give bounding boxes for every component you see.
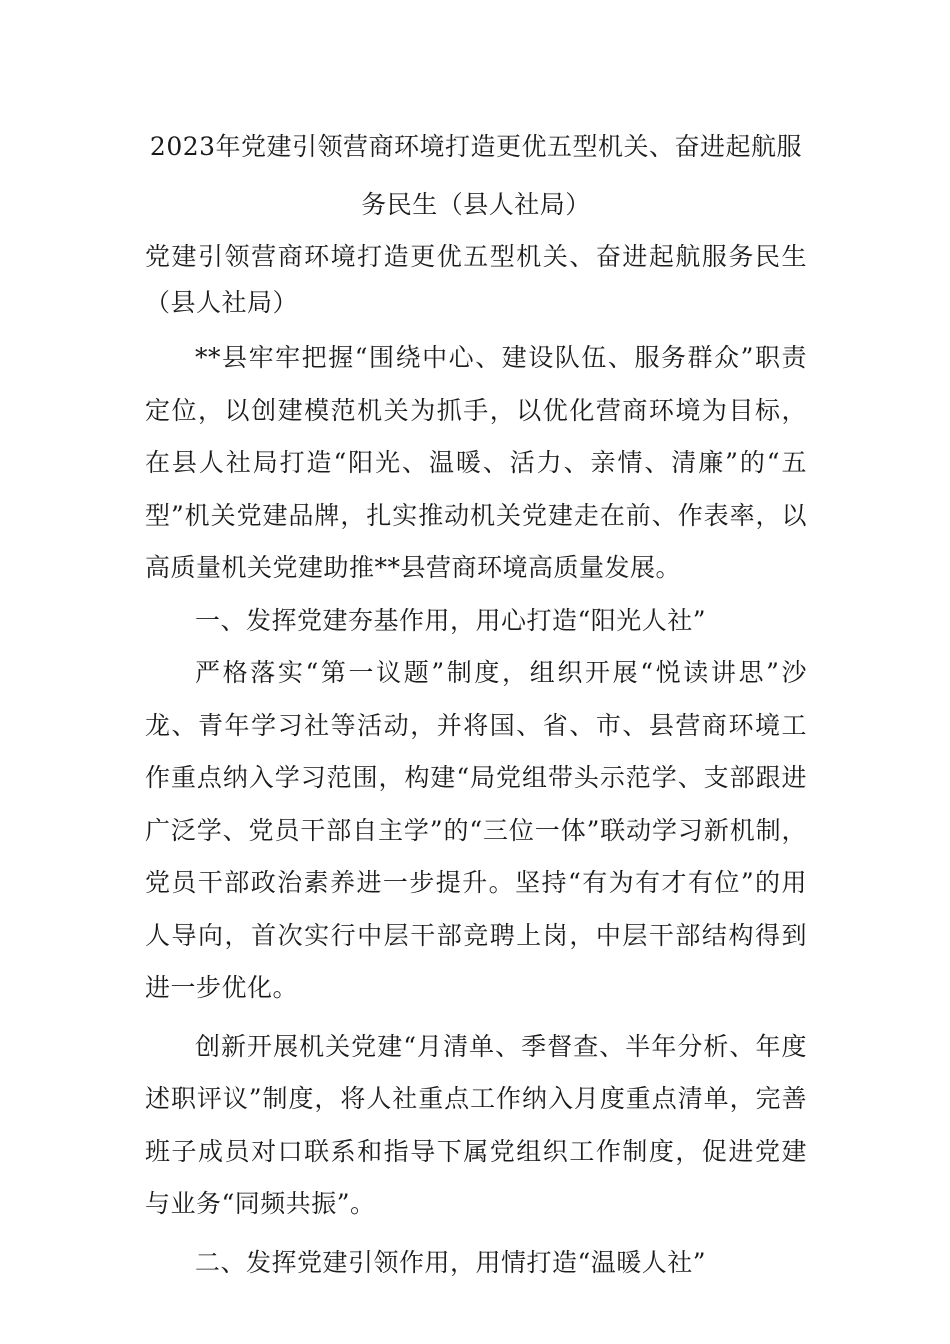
document-page	[145, 118, 807, 1289]
document-subtitle: 党建引领营商环境打造更优五型机关、奋进起航服务民生（县人社局）	[145, 242, 807, 317]
section-1-heading: 一、发挥党建夯基作用，用心打造“阳光人社”	[195, 605, 707, 635]
intro-paragraph: **县牢牢把握“围绕中心、建设队伍、服务群众”职责定位，以创建模范机关为抓手，以优化营商环境为目标，在县人社局打造“阳光、温暖、活力、亲情、清廉”的“五型”机关党建品牌，扎实推动机关党建走在前、作表率，以高质量机关党建助推**县营商环境高质量发展。	[145, 343, 807, 582]
section-1-paragraph-2: 创新开展机关党建“月清单、季督查、半年分析、年度述职评议”制度，将人社重点工作纳入月度重点清单，完善班子成员对口联系和指导下属党组织工作制度，促进党建与业务“同频共振”。	[145, 1031, 807, 1218]
section-2-heading: 二、发挥党建引领作用，用情打造“温暖人社”	[195, 1247, 707, 1277]
section-1-paragraph-1: 严格落实“第一议题”制度，组织开展“悦读讲思”沙龙、青年学习社等活动，并将国、省、市、县营商环境工作重点纳入学习范围，构建“局党组带头示范学、支部跟进广泛学、党员干部自主学”的“三位一体”联动学习新机制，党员干部政治素养进一步提升。坚持“有为有才有位”的用人导向，首次实行中层干部竞聘上岗，中层干部结构得到进一步优化。	[145, 658, 807, 1002]
document-title: 2023年党建引领营商环境打造更优五型机关、奋进起航服务民生（县人社局）	[149, 132, 803, 219]
